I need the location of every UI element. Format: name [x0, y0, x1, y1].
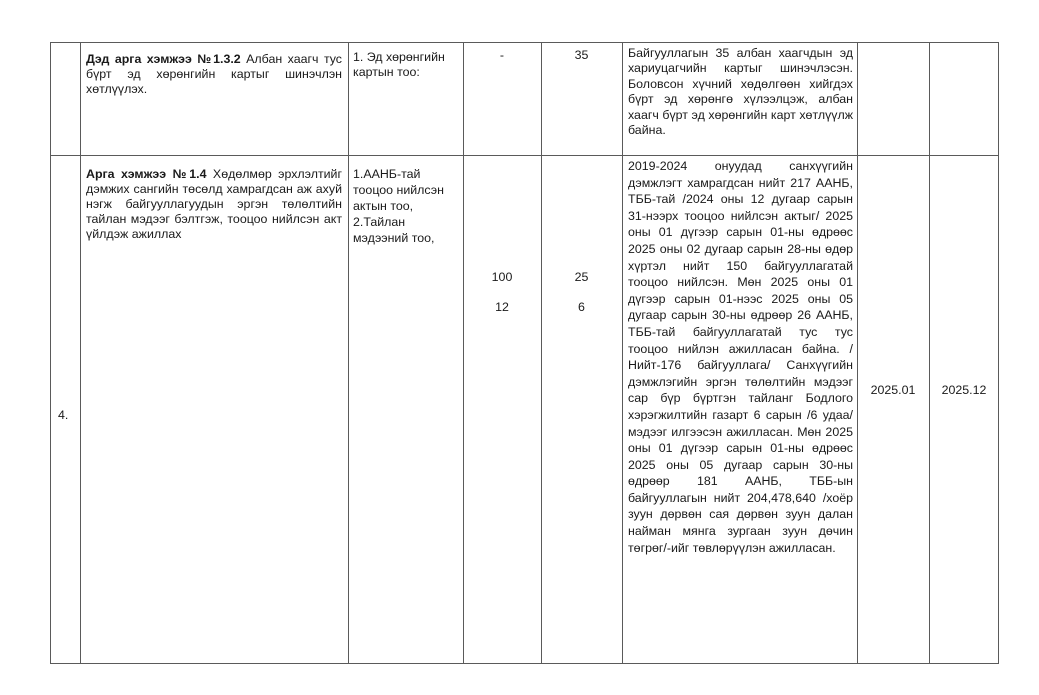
activity-cell — [86, 52, 342, 97]
column-border — [998, 42, 999, 664]
baseline-value: 100 — [491, 270, 513, 284]
indicator-line: 1. Эд хөрөнгийн картын тоо: — [353, 50, 445, 79]
indicator-line: 1.ААНБ-тай тооцоо нийлсэн актын тоо, — [353, 167, 444, 213]
target-value: 35 — [574, 48, 589, 62]
end-date: 2025.12 — [941, 383, 987, 397]
report-text: Байгууллагын 35 албан хаагчдын эд хариуцагчийн картыг шинэчлэсэн. Боловсон хүчний хөдөлгөөн хийгдэх бүрт эд хөрөнгө хүлээлцэж, албан хаагч бүрт эд хөрөнгийн карт хөтлүүлж байна. — [628, 46, 853, 138]
target-cell — [542, 48, 621, 63]
indicator-cell — [353, 166, 459, 246]
column-border — [541, 42, 542, 664]
report-text: 2019-2024 онуудад санхүүгийн дэмжлэгт хамрагдсан нийт 217 ААНБ, ТББ-тай /2024 оны 12 дугаар сарын 31-нээрх тооцоо нийлсэн актыг/ 2025 оны 01 дүгээр сарын 01-ны өдрөөс 2025 оны 02 дугаар сарын 28-ны өдөр хүртэл нийт 150 байгууллагатай тооцоо нийлсэн. Мөн 2025 оны 01 дүгээр сарын 01-нээс 2025 оны 05 дугаар сарын 30-ны өдрөөр 26 ААНБ, ТББ-тай байгууллагатай тус тус тооцоо нийлэн ажилласан байна. /Нийт-176 байгууллага/ Санхүүгийн дэмжлэгийн эргэн төлөлтийн мэдээг сар бүр бүртгэн тайланг Бодлого хэрэгжилтийн газарт 6 сарын /6 удаа/ мэдээг илгээсэн ажилласан. Мөн 2025 оны 01 дүгээр сарын 01-ны өдрөөс 2025 оны 05 дугаар сарын 30-ны өдрөөр 181 ААНБ, ТББ-ын байгууллагын нийт 204,478,640 /хоёр зуун дөрвөн сая дөрвөн зуун далан найман мянга зургаан зуун дөчин төгрөг/-ийг төвлөрүүлэн ажилласан. — [628, 159, 853, 555]
column-border — [348, 42, 349, 664]
row-divider — [50, 155, 998, 156]
indicator-line: 2.Тайлан мэдээний тоо, — [353, 215, 435, 245]
activity-title: Арга хэмжээ №1.4 — [86, 167, 207, 181]
column-border — [50, 42, 51, 664]
activity-cell — [86, 167, 342, 242]
target-value: 25 — [574, 270, 589, 284]
baseline-cell — [464, 262, 540, 322]
baseline-value: - — [499, 48, 505, 62]
report-cell — [628, 158, 853, 556]
column-border — [80, 42, 81, 664]
table-border-top — [50, 42, 998, 43]
row-number: 4. — [58, 408, 69, 422]
activity-description: Хөдөлмөр эрхлэлтийг дэмжих сангийн төсөлд хамрагдсан аж ахуй нэгж байгууллагуудын эргэн төлөлтийн тайлан мэдээг бэлтгэж, тооцоо нийлсэн акт үйлдэж ажиллах — [86, 167, 342, 241]
activity-description: Албан хаагч тус бүрт эд хөрөнгийн картыг шинэчлэн хөтлүүлэх. — [86, 52, 343, 96]
activity-title: Дэд арга хэмжээ №1.3.2 — [86, 52, 241, 66]
column-border — [463, 42, 464, 664]
report-cell — [628, 46, 853, 138]
start-date: 2025.01 — [870, 383, 916, 397]
column-border — [857, 42, 858, 664]
table-border-bottom — [50, 663, 998, 664]
baseline-value: 12 — [495, 300, 509, 314]
column-border — [929, 42, 930, 664]
indicator-cell — [353, 50, 459, 80]
target-value: 6 — [578, 300, 585, 314]
column-border — [622, 42, 623, 664]
baseline-cell — [464, 48, 540, 63]
target-cell — [542, 262, 621, 322]
